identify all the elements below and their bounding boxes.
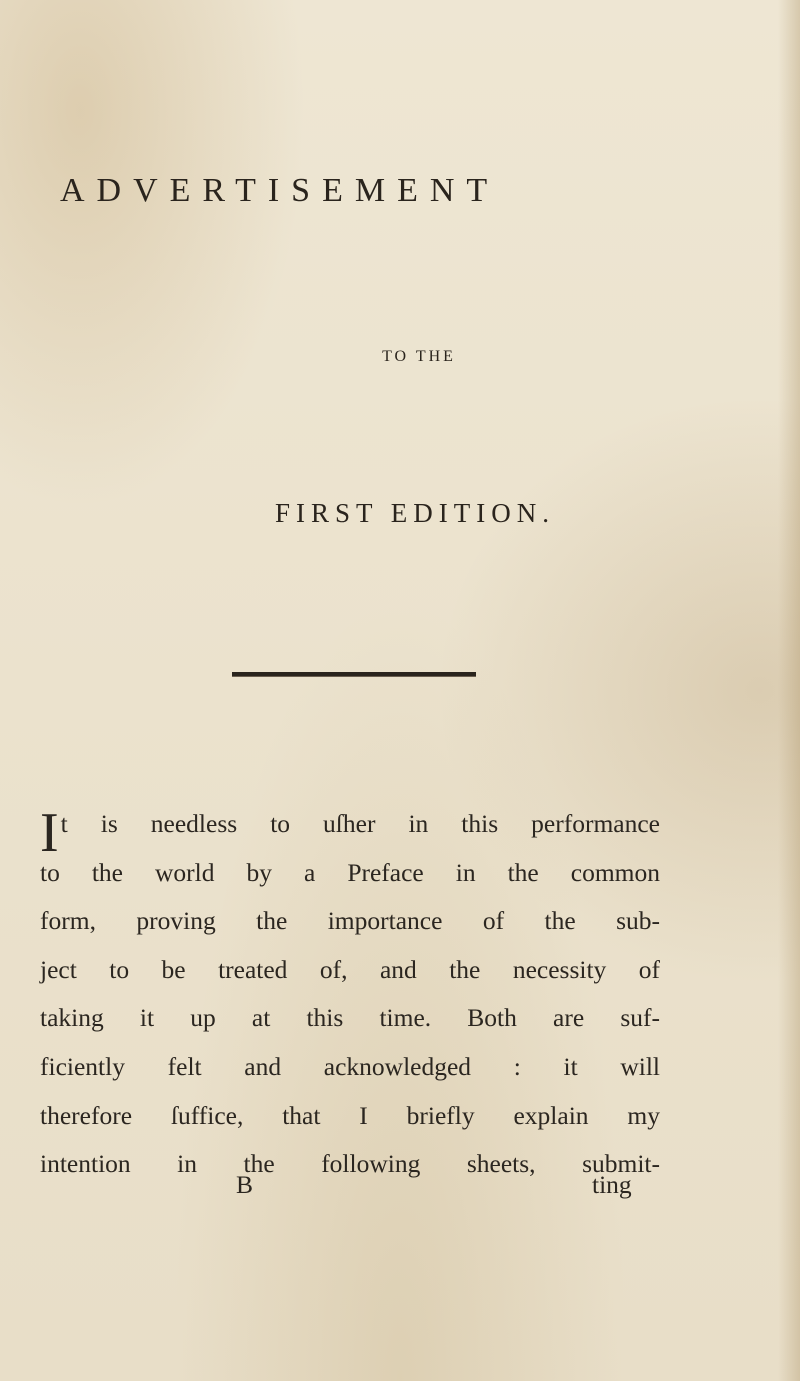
heading-connector: TO THE [382,348,456,365]
drop-cap: I [40,801,59,864]
text-line: ficiently felt and acknowledged : it will [40,1051,660,1081]
text-line: taking it up at this time. Both are suf- [40,1003,660,1033]
text-line: ject to be treated of, and the necessity of [40,954,660,984]
text-line: form, proving the importance of the sub- [40,906,660,936]
page-footer [0,1170,800,1210]
edition-heading: FIRST EDITION. [274,498,555,528]
text-line: intention in the following sheets, submit- [40,1149,660,1179]
paragraph-first-line [40,800,660,864]
page-title: ADVERTISEMENT [60,172,500,209]
text-line: t is needless to uſher in this performance [60,809,660,838]
text-line: to the world by a Preface in the common [40,857,660,887]
text-line: therefore ſuffice, that I briefly explain my [40,1100,660,1130]
signature-mark: B [236,1170,254,1199]
horizontal-rule [232,672,476,677]
catchword: ting [592,1170,632,1199]
body-paragraph [40,800,660,1189]
